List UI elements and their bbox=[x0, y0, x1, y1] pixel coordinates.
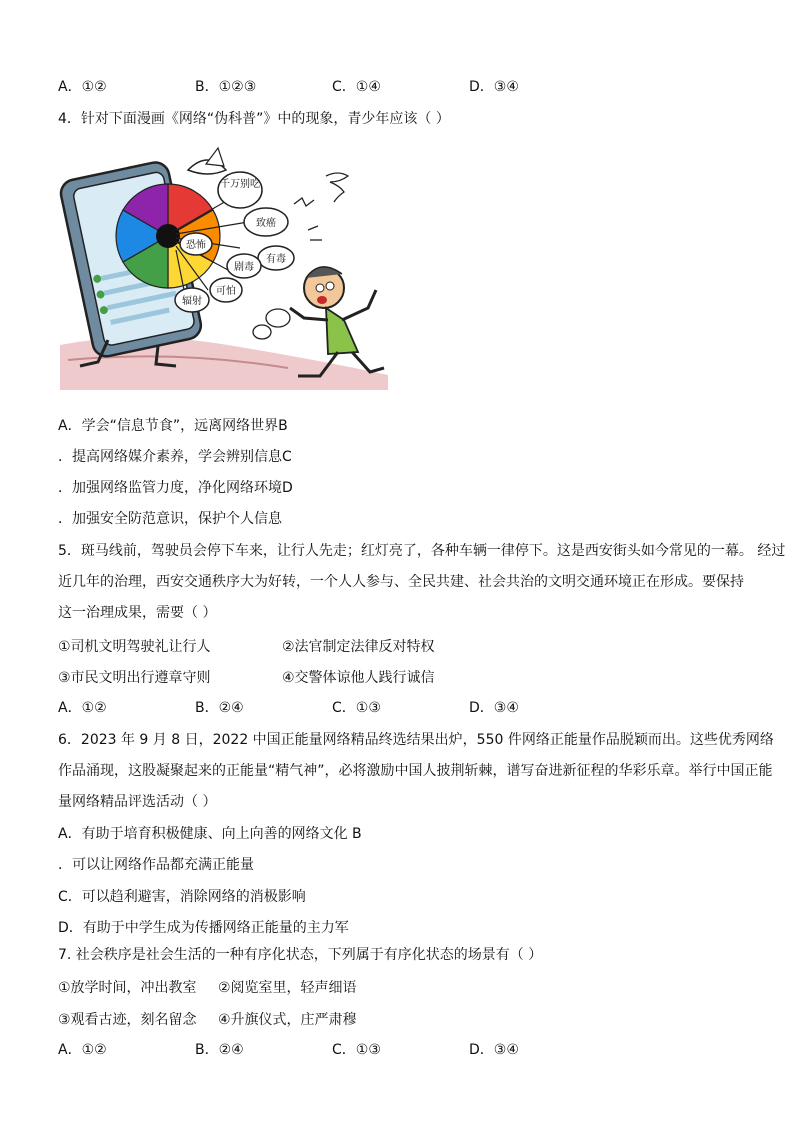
bubble-word: 可怕 bbox=[216, 286, 236, 297]
q7-item-1: ①放学时间，冲出教室 bbox=[58, 980, 197, 996]
q7-option-b[interactable]: B．②④ bbox=[195, 1042, 244, 1058]
q3-option-a[interactable]: A．①② bbox=[58, 79, 107, 95]
q5-stem-line-2: 近几年的治理，西安交通秩序大为好转，一个人人参与、全民共建、社会共治的文明交通环境正在形成。要保持 bbox=[58, 574, 744, 590]
q6-option-c[interactable]: C．可以趋利避害，消除网络的消极影响 bbox=[58, 889, 306, 905]
q7-item-2: ②阅览室里，轻声细语 bbox=[218, 980, 357, 996]
q5-item-2: ②法官制定法律反对特权 bbox=[282, 639, 435, 655]
q6-stem-line-2: 作品涌现，这股凝聚起来的正能量“精气神”，必将激励中国人披荆斩棘，谱写奋进新征程的华彩乐章。举行中国正能 bbox=[58, 763, 773, 779]
q5-stem-line-3: 这一治理成果，需要（ ） bbox=[58, 605, 217, 621]
q6-option-a[interactable]: A．有助于培育积极健康、向上向善的网络文化 B bbox=[58, 826, 362, 842]
bubble-word: 千万别吃 bbox=[220, 179, 260, 190]
q5-option-a[interactable]: A．①② bbox=[58, 700, 107, 716]
q5-options bbox=[58, 699, 758, 717]
bubble-word: 恐怖 bbox=[186, 240, 206, 251]
q7-items-row-2 bbox=[58, 1009, 758, 1027]
q3-option-b[interactable]: B．①②③ bbox=[195, 79, 257, 95]
q7-option-c[interactable]: C．①③ bbox=[332, 1042, 381, 1058]
q5-items-row-2 bbox=[58, 667, 758, 685]
q5-item-1: ①司机文明驾驶礼让行人 bbox=[58, 639, 211, 655]
q5-option-b[interactable]: B．②④ bbox=[195, 700, 244, 716]
bubble-word: 辐射 bbox=[182, 296, 202, 307]
q5-option-c[interactable]: C．①③ bbox=[332, 700, 381, 716]
q3-option-d[interactable]: D．③④ bbox=[469, 79, 519, 95]
bubble-word: 有毒 bbox=[266, 254, 286, 265]
q7-item-3: ③观看古迹，刻名留念 bbox=[58, 1012, 197, 1028]
q3-options bbox=[58, 78, 758, 96]
q5-item-4: ④交警体谅他人践行诚信 bbox=[282, 670, 435, 686]
q4-option-a[interactable]: A．学会“信息节食”，远离网络世界B bbox=[58, 418, 288, 434]
q6-stem-line-1: 6．2023 年 9 月 8 日，2022 中国正能量网络精品终选结果出炉，550 件网络正能量作品脱颖而出。这些优秀网络 bbox=[58, 732, 774, 748]
q5-stem-line-1: 5．斑马线前，驾驶员会停下车来，让行人先走；红灯亮了，各种车辆一律停下。这是西安街头如今常见的一幕。 经过 bbox=[58, 543, 786, 559]
q6-option-b[interactable]: ．可以让网络作品都充满正能量 bbox=[58, 857, 254, 873]
q7-item-4: ④升旗仪式，庄严肃穆 bbox=[218, 1012, 357, 1028]
q4-option-b[interactable]: ．提高网络媒介素养，学会辨别信息C bbox=[58, 449, 292, 465]
q5-option-d[interactable]: D．③④ bbox=[469, 700, 519, 716]
q7-option-a[interactable]: A．①② bbox=[58, 1042, 107, 1058]
q4-option-d[interactable]: ．加强安全防范意识，保护个人信息 bbox=[58, 511, 282, 527]
q4-stem: 4．针对下面漫画《网络“伪科普”》中的现象，青少年应该（ ） bbox=[58, 111, 450, 127]
q4-option-c[interactable]: ．加强网络监管力度，净化网络环境D bbox=[58, 480, 293, 496]
q7-stem: 7. 社会秩序是社会生活的一种有序化状态，下列属于有序化状态的场景有（ ） bbox=[58, 947, 543, 963]
q6-option-d[interactable]: D．有助于中学生成为传播网络正能量的主力军 bbox=[58, 920, 349, 936]
q5-items-row-1 bbox=[58, 636, 758, 654]
q7-items-row-1 bbox=[58, 977, 758, 995]
q3-option-c[interactable]: C．①④ bbox=[332, 79, 381, 95]
q5-item-3: ③市民文明出行遵章守则 bbox=[58, 670, 211, 686]
bubble-word: 致癌 bbox=[256, 218, 276, 229]
cartoon-fake-science bbox=[58, 140, 392, 392]
bubble-word: 剧毒 bbox=[234, 262, 254, 273]
q6-stem-line-3: 量网络精品评选活动（ ） bbox=[58, 794, 217, 810]
q7-option-d[interactable]: D．③④ bbox=[469, 1042, 519, 1058]
q7-options bbox=[58, 1041, 758, 1059]
